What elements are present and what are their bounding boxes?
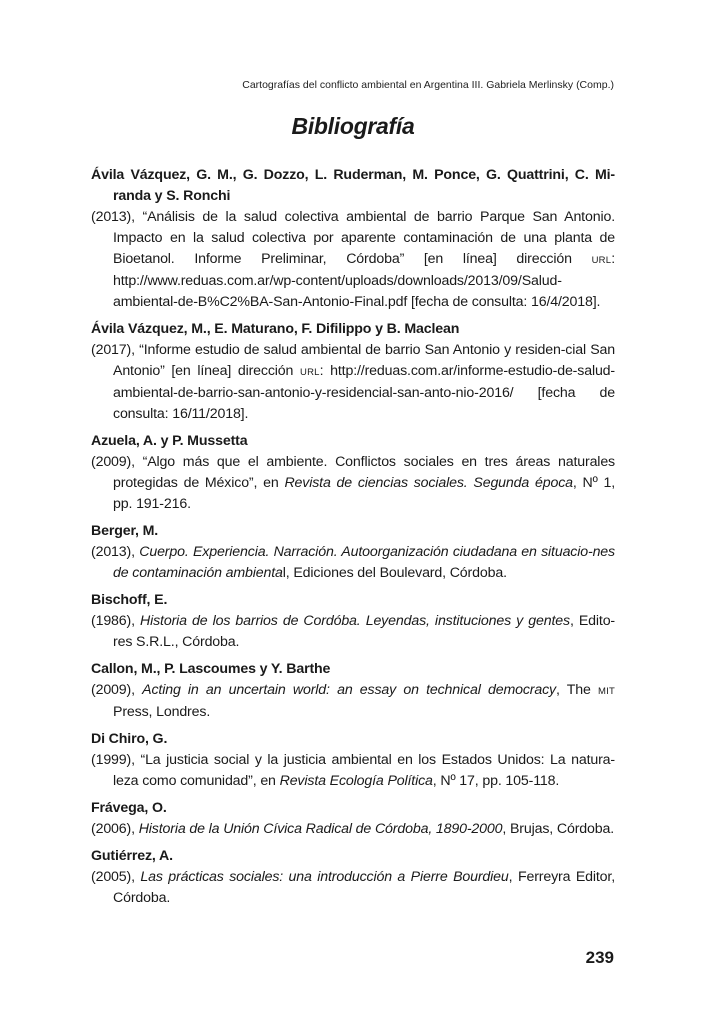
entry-reference [91,207,615,313]
reference-title: Historia de los barrios de Cordóba. Leyendas, instituciones y gentes [140,613,570,629]
entry-author: Callon, M., P. Lascoumes y Y. Barthe [91,661,331,677]
reference-text: Press, Londres. [113,704,211,720]
reference-title: Historia de la Unión Cívica Radical de Córdoba, 1890-2000 [138,821,503,837]
entry-author: Ávila Vázquez, G. M., G. Dozzo, L. Ruderman, M. Ponce, G. Quattrini, C. Mi-randa y S. Ronchi [91,167,615,204]
reference-abbreviation: URL [300,367,320,378]
reference-text: (1986), [91,613,141,629]
entry-author: Ávila Vázquez, M., E. Maturano, F. Difilippo y B. Maclean [91,321,460,337]
bibliography-entry [91,521,615,584]
reference-title: Acting in an uncertain world: an essay on technical democracy [142,682,557,698]
reference-text: (2006), [91,821,139,837]
reference-text: , Nº 1, pp. 191-216. [113,475,615,512]
reference-text: , Brujas, Córdoba. [502,821,615,837]
bibliography-entry [91,590,615,653]
reference-text: (2005), [91,869,141,885]
reference-text: (2009), [91,682,143,698]
reference-text: : http://reduas.com.ar/informe-estudio-de-salud-ambiental-de-barrio-san-antonio-y-residencial-san-anto-nio-2016/ [fecha de consulta: 16/11/2018]. [113,363,615,422]
entry-reference [91,452,615,515]
reference-abbreviation: MIT [598,686,616,697]
entry-reference [91,340,615,425]
bibliography-list [91,165,615,915]
reference-text: , Edito-res S.R.L., Córdoba. [113,613,616,650]
bibliography-entry [91,319,615,425]
reference-text: (2017), “Informe estudio de salud ambiental de barrio San Antonio y residen-cial San Antonio” [en línea] dirección [91,342,615,379]
bibliography-entry [91,431,615,515]
entry-reference [91,611,615,653]
reference-text: (2009), “Algo más que el ambiente. Conflictos sociales en tres áreas naturales protegidas de México”, en [91,454,615,491]
reference-text: , Nº 17, pp. 105-118. [432,773,560,789]
reference-text: (2013), [91,544,140,560]
entry-author: Di Chiro, G. [91,731,168,747]
reference-title: Revista de ciencias sociales. Segunda época [284,475,573,491]
reference-title: Revista Ecología Política [279,773,433,789]
bibliography-entry [91,165,615,313]
reference-title: Las prácticas sociales: una introducción a Pierre Bourdieu [140,869,509,885]
reference-text: (2013), “Análisis de la salud colectiva ambiental de barrio Parque San Antonio. Impacto en la salud colectiva por aparente contaminación de una planta de Bioetanol. Informe Preliminar, Córdoba” [en línea] dirección [91,209,615,267]
page-number: 239 [585,948,614,967]
entry-reference [91,680,615,723]
reference-text: (1999), “La justicia social y la justicia ambiental en los Estados Unidos: La natura-leza como comunidad”, en [91,752,615,789]
entry-reference [91,867,615,909]
entry-author: Azuela, A. y P. Mussetta [91,433,248,449]
running-head: Cartografías del conflicto ambiental en Argentina III. Gabriela Merlinsky (Comp.) [242,79,614,91]
bibliography-entry [91,659,615,723]
entry-author: Berger, M. [91,523,159,539]
reference-text: , Ferreyra Editor, Córdoba. [113,869,616,906]
reference-text: , The [556,682,599,698]
reference-text: : http://www.reduas.com.ar/wp-content/uploads/downloads/2013/09/Salud-ambiental-de-B%C2%BA-San-Antonio-Final.pdf [fecha de consulta: 16/4/2018]. [113,251,615,310]
entry-author: Gutiérrez, A. [91,848,173,864]
entry-author: Bischoff, E. [91,592,168,608]
reference-text: l, Ediciones del Boulevard, Córdoba. [282,565,507,581]
bibliography-entry [91,729,615,792]
bibliography-entry [91,846,615,909]
reference-abbreviation: URL [591,255,612,266]
entry-reference [91,542,615,584]
entry-reference [91,750,615,792]
entry-author: Frávega, O. [91,800,167,816]
page-title: Bibliografía [291,113,415,139]
entry-reference [91,819,615,840]
bibliography-entry [91,798,615,840]
reference-title: Cuerpo. Experiencia. Narración. Autoorganización ciudadana en situacio-nes de contaminación ambienta [113,544,615,581]
